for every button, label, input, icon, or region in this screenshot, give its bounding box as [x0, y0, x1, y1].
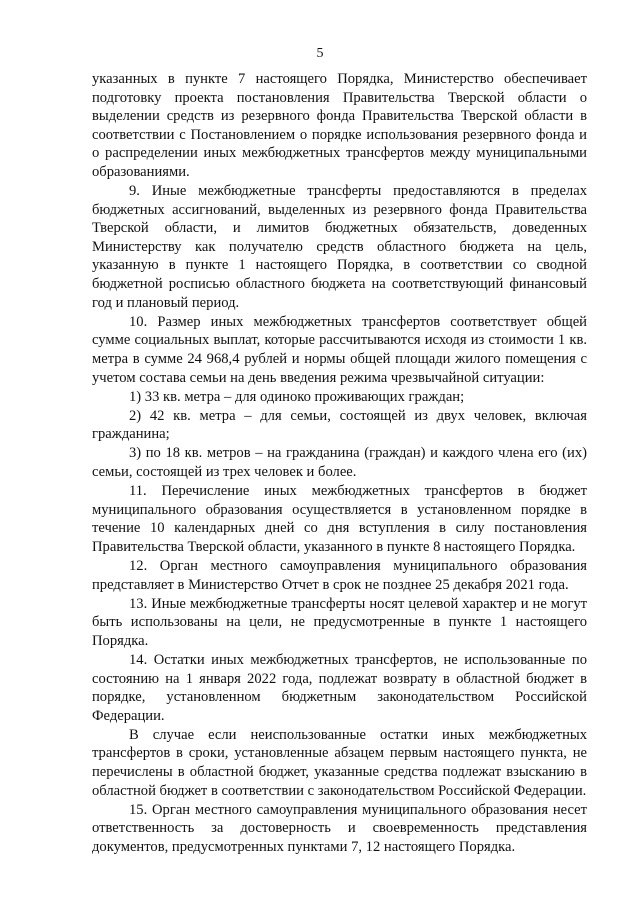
paragraph-item-9: 9. Иные межбюджетные трансферты предоставляются в пределах бюджетных ассигнований, выделенных из резервного фонда Правительства Тверской области, и лимитов бюджетных обязательств, доведенных Министерству как получателю средств областного бюджета на цель, указанную в пункте 1 настоящего Порядка, в соответствии со сводной бюджетной росписью областного бюджета на соответствующий финансовый год и плановый период. — [92, 183, 587, 311]
paragraph-item-11: 11. Перечисление иных межбюджетных трансфертов в бюджет муниципального образования осуществляется в установленном порядке в течение 10 календарных дней со дня вступления в силу постановления Правительства Тверской области, указанного в пункте 8 настоящего Порядка. — [92, 483, 587, 555]
paragraph-item-10: 10. Размер иных межбюджетных трансфертов соответствует общей сумме социальных выплат, которые рассчитываются исходя из стоимости 1 кв. метра в сумме 24 968,4 рублей и нормы общей площади жилого помещения с учетом состава семьи на день введения режима чрезвычайной ситуации: — [92, 313, 587, 386]
paragraph-item-13: 13. Иные межбюджетные трансферты носят целевой характер и не могут быть использованы на цели, не предусмотренные в пункте 1 настоящего Порядка. — [92, 595, 587, 649]
paragraph-item-14: 14. Остатки иных межбюджетных трансфертов, не использованные по состоянию на 1 января 2022 года, подлежат возврату в областной бюджет в порядке, установленном бюджетным законодательством Российской Федерации. — [92, 651, 587, 724]
paragraph-continuation: указанных в пункте 7 настоящего Порядка, Министерство обеспечивает подготовку проекта постановления Правительства Тверской области о выделении средств из резервного фонда Правительства Тверской области в соответствии с Постановлением о порядке использования резервного фонда и о распределении иных межбюджетных трансфертов между муниципальными образованиями. — [92, 71, 587, 180]
paragraph-subitem-3: 3) по 18 кв. метров – на гражданина (граждан) и каждого члена его (их) семьи, состоящей из трех человек и более. — [92, 445, 587, 480]
page-number: 5 — [316, 46, 324, 61]
paragraph-subitem-2: 2) 42 кв. метра – для семьи, состоящей из двух человек, включая гражданина; — [92, 407, 587, 443]
paragraph-subitem-1: 1) 33 кв. метра – для одиноко проживающих граждан; — [129, 388, 465, 405]
document-body — [92, 70, 587, 856]
paragraph-item-15: 15. Орган местного самоуправления муниципального образования несет ответственность за достоверность и своевременность представления документов, предусмотренных пунктами 7, 12 настоящего Порядка. — [92, 801, 587, 855]
paragraph-item-14-second: В случае если неиспользованные остатки иных межбюджетных трансфертов в сроки, установленные абзацем первым настоящего пункта, не перечислены в областной бюджет, указанные средства подлежат взысканию в областной бюджет в соответствии с законодательством Российской Федерации. — [92, 726, 587, 799]
paragraph-item-12: 12. Орган местного самоуправления муниципального образования представляет в Министерство Отчет в срок не позднее 25 декабря 2021 года. — [92, 557, 587, 593]
